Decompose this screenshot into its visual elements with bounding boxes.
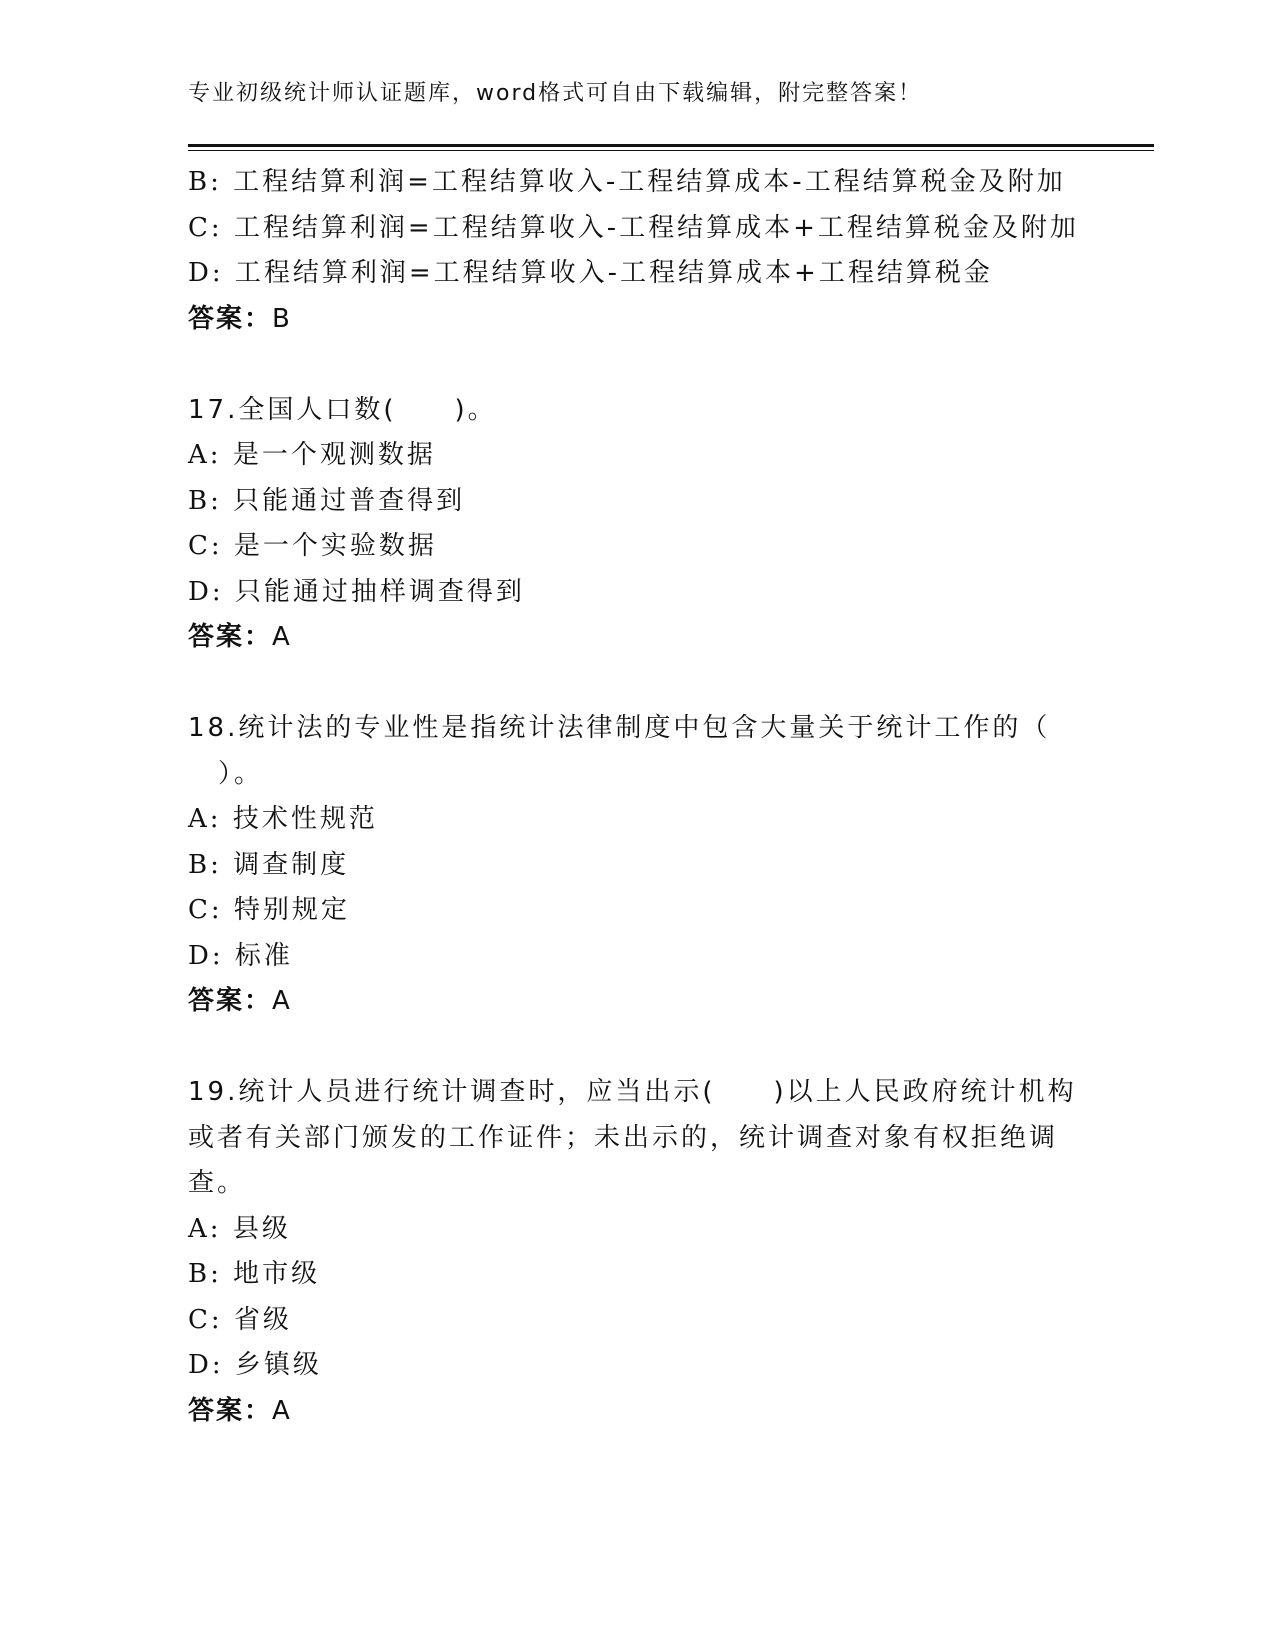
question-18: [188, 706, 1088, 1025]
answer-label: 答案：: [188, 986, 273, 1016]
option-text: 工程结算利润=工程结算收入-工程结算成本-工程结算税金及附加: [233, 167, 1066, 197]
option-text: 是一个观测数据: [232, 440, 436, 470]
question-16: [188, 160, 1088, 342]
option-d: [188, 251, 1088, 297]
option-text: 技术性规范: [232, 804, 378, 834]
option-b: [188, 479, 1088, 525]
answer-line: [188, 979, 1088, 1025]
option-text: 调查制度: [233, 849, 350, 880]
option-text: 县级: [232, 1213, 291, 1244]
answer-value: A: [272, 622, 292, 652]
option-text: 特别规定: [233, 895, 350, 925]
question-19: [188, 1070, 1088, 1434]
answer-label: 答案：: [188, 622, 273, 652]
option-b: [188, 160, 1088, 206]
question-stem: 19.统计人员进行统计调查时，应当出示( )以上人民政府统计机构: [188, 1077, 1077, 1107]
question-list: [188, 160, 1088, 1434]
option-text: 乡镇级: [234, 1350, 322, 1380]
option-text: 只能通过抽样调查得到: [234, 576, 525, 607]
answer-value: A: [272, 1395, 292, 1426]
option-a: [188, 797, 1088, 843]
spacer: [188, 1025, 1088, 1071]
option-key: B:: [188, 485, 222, 516]
answer-label: 答案：: [188, 303, 273, 334]
option-key: C:: [188, 895, 223, 925]
option-d: [188, 570, 1088, 616]
header-rule-thick: [188, 144, 1154, 147]
option-key: A:: [188, 1213, 222, 1244]
spacer: [188, 342, 1088, 388]
option-text: 地市级: [233, 1259, 321, 1289]
option-key: B:: [188, 1259, 222, 1289]
option-c: [188, 524, 1088, 570]
option-c: [188, 206, 1088, 252]
question-stem: 18.统计法的专业性是指统计法律制度中包含大量关于统计工作的（: [188, 713, 1051, 743]
option-key: C:: [188, 212, 223, 243]
option-key: D:: [188, 258, 224, 288]
spacer: [188, 661, 1088, 707]
option-text: 只能通过普查得到: [233, 485, 466, 516]
option-b: [188, 843, 1088, 889]
answer-line: [188, 297, 1088, 343]
option-text: 工程结算利润=工程结算收入-工程结算成本+工程结算税金: [234, 258, 993, 288]
page-header-title: 专业初级统计师认证题库，word格式可自由下载编辑，附完整答案！: [188, 81, 923, 106]
option-text: 省级: [233, 1304, 292, 1335]
option-c: [188, 1298, 1088, 1344]
option-d: [188, 1343, 1088, 1389]
option-d: [188, 934, 1088, 980]
option-key: C:: [188, 531, 223, 561]
answer-line: [188, 615, 1088, 661]
answer-value: B: [272, 303, 292, 334]
option-b: [188, 1252, 1088, 1298]
question-stem-continued: 查。: [188, 1168, 247, 1198]
question-stem-continued: 或者有关部门颁发的工作证件；未出示的，统计调查对象有权拒绝调: [188, 1122, 1059, 1153]
option-key: D:: [188, 576, 224, 607]
option-a: [188, 433, 1088, 479]
option-c: [188, 888, 1088, 934]
option-text: 工程结算利润=工程结算收入-工程结算成本+工程结算税金及附加: [233, 212, 1079, 243]
option-key: B:: [188, 167, 222, 197]
answer-value: A: [272, 986, 292, 1016]
option-key: D:: [188, 940, 224, 971]
answer-line: [188, 1389, 1088, 1435]
option-a: [188, 1207, 1088, 1253]
question-stem-continued: ）。: [218, 758, 264, 789]
option-key: B:: [188, 849, 222, 880]
header-rule-thin: [188, 150, 1154, 151]
option-key: A:: [188, 804, 222, 834]
option-text: 是一个实验数据: [233, 531, 437, 561]
question-stem: 17.全国人口数( )。: [188, 394, 497, 425]
option-key: A:: [188, 440, 222, 470]
option-key: C:: [188, 1304, 223, 1335]
option-text: 标准: [234, 940, 293, 971]
answer-label: 答案：: [188, 1395, 273, 1426]
question-17: [188, 388, 1088, 661]
option-key: D:: [188, 1350, 224, 1380]
